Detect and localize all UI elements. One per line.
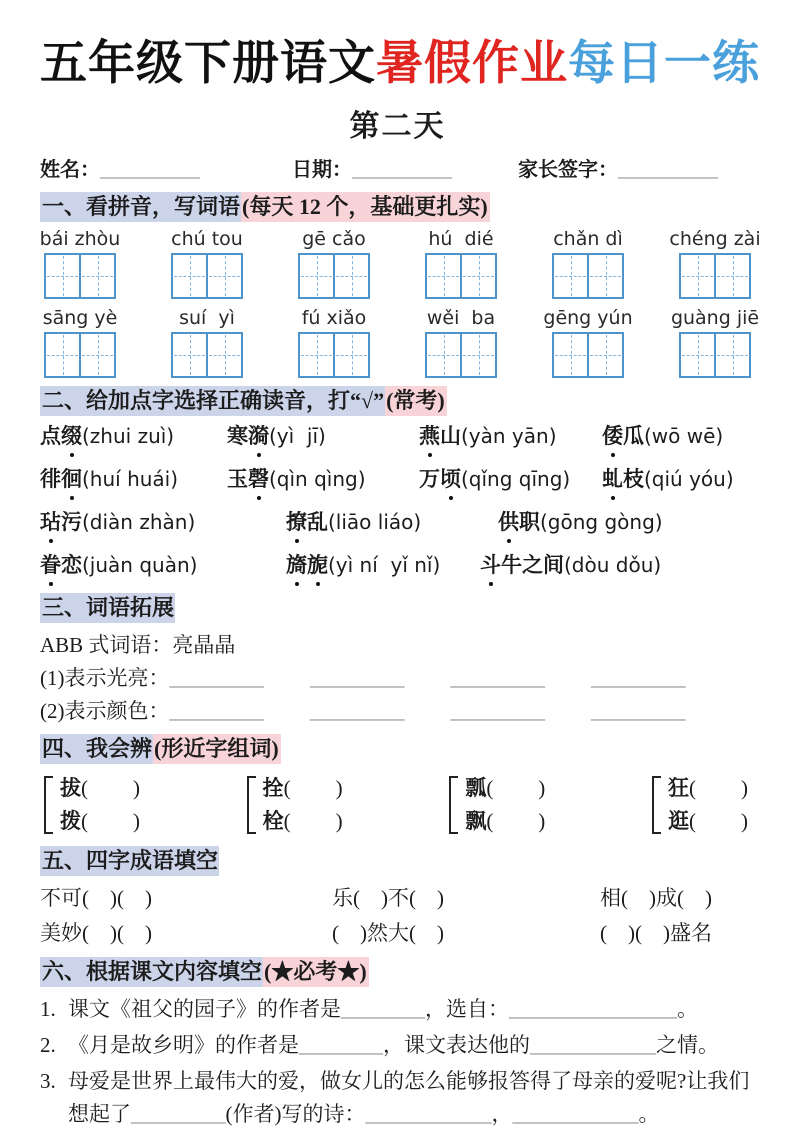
word-unit (423, 307, 499, 378)
answer-blank: ____________ (365, 1102, 492, 1127)
text-segment: 。 (638, 1102, 660, 1127)
writing-cell (298, 253, 335, 299)
writing-cell (679, 253, 716, 299)
pinyin-label: gēng yún (543, 306, 633, 329)
pinyin-options: (yì jī) (269, 424, 326, 449)
hanzi-char: 瓜 (623, 424, 644, 449)
writing-grid (552, 253, 624, 299)
section2-heading-note: (常考) (385, 386, 447, 416)
word-with-dots (227, 424, 269, 448)
section4-groups (40, 770, 755, 840)
pronunciation-row (40, 464, 755, 500)
signature-field (518, 153, 755, 182)
word-with-dots (40, 553, 82, 577)
hanzi-char: 瓢 (465, 775, 487, 800)
title-part-black: 五年级下册语文 (40, 36, 376, 89)
word-unit (169, 228, 245, 299)
idiom-item: ( )然大( ) (332, 921, 444, 946)
pinyin-label: chéng zài (669, 227, 761, 250)
compare-line (263, 805, 344, 838)
fill-in-item (40, 1029, 755, 1062)
pronunciation-row (40, 507, 755, 543)
answer-blank: _________ (591, 699, 686, 724)
answer-blank: _________ (169, 699, 264, 724)
pinyin-label: suí yì (179, 306, 235, 329)
hanzi-char: 狂 (667, 775, 689, 800)
hanzi-char: 污 (61, 510, 82, 535)
compare-group (449, 772, 546, 838)
name-label: 姓名： (40, 159, 100, 181)
fill-in-item (40, 1065, 755, 1131)
item-number: 1. (40, 997, 56, 1022)
answer-paren: ( ) (486, 808, 547, 833)
compare-line (60, 805, 141, 838)
hanzi-char: 供 (498, 507, 519, 537)
pinyin-options: (zhui zuì) (82, 424, 175, 449)
writing-cell (679, 332, 716, 378)
pinyin-options: (qìn qìng) (269, 467, 366, 492)
section2-rows (40, 421, 755, 586)
writing-grid (44, 332, 116, 378)
section5-heading (40, 846, 755, 876)
section1-heading-main: 一、看拼音，写词语 (40, 192, 241, 222)
pronunciation-item (227, 464, 419, 500)
word-unit (669, 227, 761, 299)
item-text (68, 1029, 755, 1062)
word-unit (423, 228, 499, 299)
bracket-icon (44, 776, 53, 834)
answer-paren: ( ) (688, 808, 749, 833)
text-segment: 之情。 (656, 1033, 719, 1058)
date-label: 日期： (292, 159, 352, 181)
word-unit (39, 227, 121, 299)
hanzi-char: 漪 (248, 421, 269, 451)
date-field (292, 153, 518, 182)
answer-blank: ____________ (530, 1033, 656, 1058)
pinyin-label: fú xiǎo (301, 306, 367, 329)
answer-paren: ( ) (283, 775, 344, 800)
pinyin-label: bái zhòu (39, 227, 121, 250)
bracket-icon (652, 776, 661, 834)
idiom-row (40, 916, 755, 951)
hanzi-char: 玉 (227, 467, 248, 492)
word-with-dots (227, 467, 269, 491)
item-text (68, 1065, 755, 1131)
info-row (40, 153, 755, 182)
hanzi-char: 燕 (419, 421, 440, 451)
pinyin-options: (dòu dǒu) (564, 553, 662, 578)
page-title (40, 26, 760, 93)
section1-rows (39, 227, 761, 378)
writing-cell (552, 253, 589, 299)
compare-line (60, 772, 141, 805)
pronunciation-row (40, 550, 755, 586)
title-part-blue: 每日一练 (568, 36, 760, 89)
section3-heading (40, 593, 755, 623)
answer-paren: ( ) (486, 775, 547, 800)
hanzi-char: 徘 (40, 467, 61, 492)
word-unit (296, 228, 372, 299)
writing-cell (460, 332, 497, 378)
text-segment: (作者)写的诗： (225, 1102, 366, 1127)
day-subtitle: 第二天 (349, 110, 446, 143)
writing-grid (425, 253, 497, 299)
pinyin-options: (qiú yóu) (644, 467, 734, 492)
pinyin-grid-row (39, 227, 761, 299)
hanzi-char: 山 (440, 424, 461, 449)
word-with-dots (480, 553, 564, 577)
bright-blanks (170, 662, 732, 695)
section5-rows (40, 881, 755, 951)
text-segment: ， (491, 1102, 513, 1127)
answer-paren: ( ) (688, 775, 749, 800)
idiom-item: 相( )成( ) (600, 886, 712, 911)
hanzi-char: 斗 (480, 550, 501, 580)
writing-cell (460, 253, 497, 299)
color-words-line (40, 695, 755, 728)
writing-cell (171, 332, 208, 378)
pinyin-label: gē cǎo (302, 227, 366, 250)
pronunciation-item (40, 507, 286, 543)
section4-heading-note: (形近字组词) (153, 734, 281, 764)
text-segment: 《月是故乡明》的作者是 (68, 1033, 299, 1058)
name-field (40, 153, 292, 182)
text-segment: ，选自： (425, 997, 509, 1022)
answer-blank: ________________ (509, 997, 677, 1022)
hanzi-char: 倭 (602, 421, 623, 451)
pronunciation-item (419, 421, 602, 457)
pronunciation-row (40, 421, 755, 457)
pinyin-options: (wō wē) (644, 424, 724, 449)
compare-line (465, 805, 546, 838)
section3-heading-main: 三、词语拓展 (40, 593, 175, 623)
signature-label: 家长签字： (518, 159, 618, 181)
hanzi-char: 间 (543, 553, 564, 578)
pinyin-options: (gōng gòng) (540, 510, 663, 535)
writing-grid (552, 332, 624, 378)
section5-heading-main: 五、四字成语填空 (40, 846, 219, 876)
idiom-item: ( )( )盛名 (600, 921, 712, 946)
word-unit (670, 306, 760, 378)
word-unit (550, 228, 626, 299)
fill-in-item (40, 993, 755, 1026)
item-number: 2. (40, 1033, 56, 1058)
pronunciation-item (286, 550, 480, 586)
section2-heading-main: 二、给加点字选择正确读音，打“√” (40, 386, 385, 416)
text-segment: 。 (677, 997, 698, 1022)
idiom-item: 美妙( )( ) (40, 921, 152, 946)
writing-cell (44, 332, 81, 378)
writing-cell (425, 332, 462, 378)
compare-column (465, 772, 546, 838)
answer-blank: _________ (131, 1102, 226, 1127)
section4-heading-main: 四、我会辨 (40, 734, 153, 764)
compare-line (465, 772, 546, 805)
date-blank: __________ (352, 159, 452, 181)
section2-heading (40, 386, 755, 416)
writing-grid (425, 332, 497, 378)
writing-grid (44, 253, 116, 299)
hanzi-char: 寒 (227, 424, 248, 449)
word-with-dots (419, 467, 461, 491)
writing-cell (206, 332, 243, 378)
pronunciation-item (602, 421, 755, 457)
word-with-dots (286, 510, 328, 534)
answer-blank: ________ (299, 1033, 383, 1058)
text-segment: 母爱是世界上最伟大的爱，做女儿的怎么能够报答得了母亲的爱呢?让我们想起了 (68, 1069, 750, 1127)
hanzi-char: 旎 (307, 550, 328, 580)
color-words-label: (2)表示颜色： (40, 699, 170, 724)
answer-blank: _________ (591, 666, 686, 691)
word-with-dots (419, 424, 461, 448)
word-unit (169, 307, 245, 378)
compare-column (263, 772, 344, 838)
word-with-dots (498, 510, 540, 534)
hanzi-char: 旖 (286, 550, 307, 580)
idiom-item: 不可( )( ) (40, 886, 152, 911)
writing-grid (171, 253, 243, 299)
writing-grid (679, 332, 751, 378)
text-segment: ，课文表达他的 (383, 1033, 530, 1058)
hanzi-char: 逛 (667, 808, 689, 833)
pronunciation-item (480, 550, 755, 586)
color-blanks (170, 695, 732, 728)
hanzi-char: 撩 (286, 507, 307, 537)
item-number: 3. (40, 1069, 56, 1094)
hanzi-char: 磬 (248, 464, 269, 494)
hanzi-char: 之 (522, 553, 543, 578)
answer-paren: ( ) (81, 808, 141, 833)
word-with-dots (40, 424, 82, 448)
word-with-dots (40, 467, 82, 491)
answer-blank: _________ (310, 666, 405, 691)
writing-cell (552, 332, 589, 378)
abb-example-line: ABB 式词语：亮晶晶 (40, 633, 236, 658)
hanzi-char: 拔 (60, 775, 81, 800)
writing-cell (714, 332, 751, 378)
compare-column (60, 772, 141, 838)
answer-blank: _________ (450, 666, 545, 691)
section1-heading (40, 192, 755, 222)
hanzi-char: 玷 (40, 507, 61, 537)
bright-words-line (40, 662, 755, 695)
name-blank: __________ (100, 159, 200, 181)
pinyin-label: chú tou (171, 227, 243, 250)
hanzi-char: 职 (519, 510, 540, 535)
pronunciation-item (498, 507, 755, 543)
compare-group (247, 772, 344, 838)
word-with-dots (602, 467, 644, 491)
word-with-dots (602, 424, 644, 448)
writing-cell (79, 332, 116, 378)
pinyin-options: (juàn quàn) (82, 553, 198, 578)
pronunciation-item (40, 550, 286, 586)
pinyin-options: (yàn yān) (461, 424, 557, 449)
hanzi-char: 缀 (61, 421, 82, 451)
pinyin-options: (huí huái) (82, 467, 179, 492)
hanzi-char: 万 (419, 467, 440, 492)
writing-cell (425, 253, 462, 299)
word-unit (543, 306, 633, 378)
pronunciation-item (40, 421, 227, 457)
pronunciation-item (286, 507, 498, 543)
section6-heading (40, 957, 755, 987)
answer-paren: ( ) (283, 808, 344, 833)
answer-blank: _________ (169, 666, 264, 691)
section6-heading-note: (★必考★) (263, 957, 369, 987)
pinyin-options: (diàn zhàn) (82, 510, 196, 535)
pronunciation-item (602, 464, 755, 500)
hanzi-char: 拨 (60, 808, 81, 833)
hanzi-char: 徊 (61, 464, 82, 494)
writing-cell (206, 253, 243, 299)
pinyin-label: guàng jiē (670, 306, 760, 329)
writing-cell (171, 253, 208, 299)
hanzi-char: 牛 (501, 553, 522, 578)
compare-group (44, 772, 141, 838)
writing-grid (298, 332, 370, 378)
bright-words-label: (1)表示光亮： (40, 666, 170, 691)
hanzi-char: 枝 (623, 467, 644, 492)
pinyin-label: wěi ba (426, 306, 496, 329)
writing-cell (44, 253, 81, 299)
hanzi-char: 恋 (61, 553, 82, 578)
hanzi-char: 飘 (465, 808, 487, 833)
bracket-icon (247, 776, 256, 834)
writing-grid (298, 253, 370, 299)
section6-heading-main: 六、根据课文内容填空 (40, 957, 263, 987)
pinyin-options: (yì ní yǐ nǐ) (328, 553, 441, 578)
writing-cell (587, 332, 624, 378)
writing-cell (333, 332, 370, 378)
writing-cell (714, 253, 751, 299)
pronunciation-item (40, 464, 227, 500)
word-with-dots (286, 553, 328, 577)
writing-cell (79, 253, 116, 299)
signature-blank: __________ (618, 159, 718, 181)
section1-heading-note: (每天 12 个，基础更扎实) (241, 192, 490, 222)
hanzi-char: 虬 (602, 464, 623, 494)
hanzi-char: 顷 (440, 464, 461, 494)
pinyin-options: (qǐng qīng) (461, 467, 571, 492)
pinyin-label: hú dié (428, 227, 494, 250)
compare-group (652, 772, 749, 838)
title-part-red: 暑假作业 (376, 36, 568, 89)
writing-cell (587, 253, 624, 299)
pinyin-options: (liāo liáo) (328, 510, 422, 535)
section4-heading (40, 734, 755, 764)
writing-cell (333, 253, 370, 299)
pinyin-label: sāng yè (42, 306, 118, 329)
answer-blank: ____________ (512, 1102, 639, 1127)
pinyin-label: chǎn dì (553, 227, 623, 250)
compare-column (668, 772, 749, 838)
hanzi-char: 栓 (262, 808, 284, 833)
pronunciation-item (419, 464, 602, 500)
hanzi-char: 眷 (40, 550, 61, 580)
answer-blank: ________ (341, 997, 425, 1022)
writing-grid (679, 253, 751, 299)
hanzi-char: 拴 (262, 775, 284, 800)
answer-blank: _________ (310, 699, 405, 724)
section6-items (40, 993, 755, 1131)
answer-paren: ( ) (81, 775, 141, 800)
compare-line (263, 772, 344, 805)
pronunciation-item (227, 421, 419, 457)
pinyin-grid-row (42, 306, 760, 378)
bracket-icon (449, 776, 458, 834)
hanzi-char: 点 (40, 424, 61, 449)
answer-blank: _________ (450, 699, 545, 724)
hanzi-char: 乱 (307, 510, 328, 535)
writing-grid (171, 332, 243, 378)
text-segment: 课文《祖父的园子》的作者是 (68, 997, 341, 1022)
word-unit (296, 307, 372, 378)
idiom-item: 乐( )不( ) (332, 886, 444, 911)
writing-cell (298, 332, 335, 378)
word-with-dots (40, 510, 82, 534)
compare-line (668, 805, 749, 838)
idiom-row (40, 881, 755, 916)
word-unit (42, 307, 118, 378)
compare-line (668, 772, 749, 805)
item-text (68, 993, 755, 1026)
